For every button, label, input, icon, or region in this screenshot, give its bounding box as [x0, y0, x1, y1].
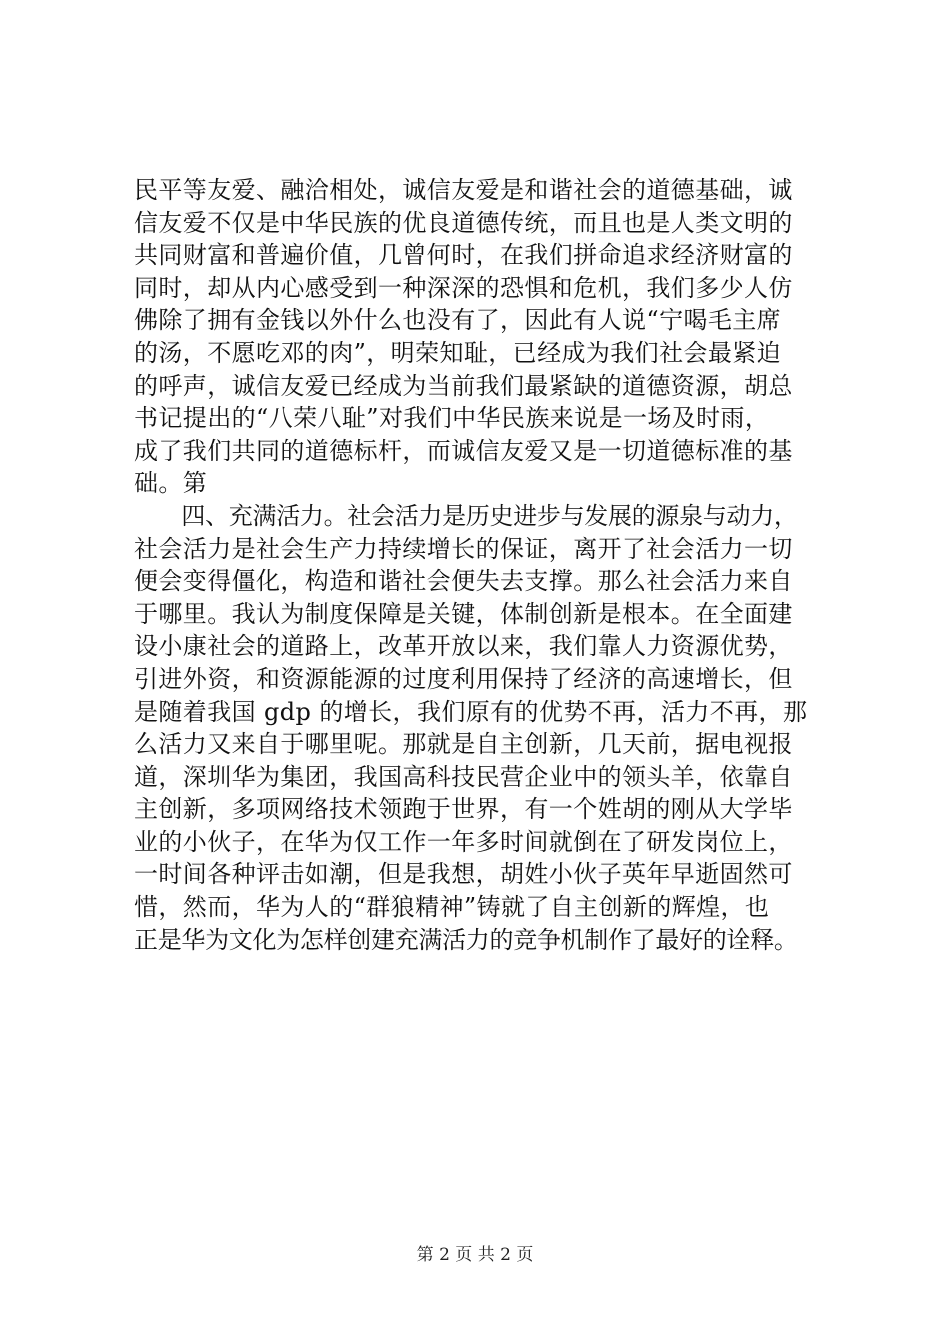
text-line: 设小康社会的道路上，改革开放以来，我们靠人力资源优势，: [134, 632, 793, 661]
text-line: 便会变得僵化，构造和谐社会便失去支撑。那么社会活力来自: [134, 567, 793, 596]
text-line: 一时间各种评击如潮，但是我想，胡姓小伙子英年早逝固然可: [134, 860, 793, 889]
text-line: 于哪里。我认为制度保障是关键，体制创新是根本。在全面建: [134, 599, 793, 628]
page-number-footer: 第 2 页 共 2 页: [416, 1245, 534, 1265]
body-text: [134, 174, 854, 956]
text-line: 同时，却从内心感受到一种深深的恐惧和危机，我们多少人仿: [134, 273, 793, 302]
text-line: 主创新，多项网络技术领跑于世界，有一个姓胡的刚从大学毕: [134, 795, 793, 824]
text-line: 引进外资，和资源能源的过度利用保持了经济的高速增长，但: [134, 664, 793, 693]
text-line: 信友爱不仅是中华民族的优良道德传统，而且也是人类文明的: [134, 208, 793, 237]
text-line: 础。第: [134, 469, 208, 498]
text-line: 佛除了拥有金钱以外什么也没有了，因此有人说“宁喝毛主席: [134, 306, 782, 335]
text-line: 成了我们共同的道德标杆，而诚信友爱又是一切道德标准的基: [134, 436, 793, 465]
text-line: 民平等友爱、融洽相处，诚信友爱是和谐社会的道德基础，诚: [134, 176, 793, 204]
text-line: 书记提出的“八荣八耻”对我们中华民族来说是一场及时雨，: [134, 404, 770, 433]
text-line: 正是华为文化为怎样创建充满活力的竞争机制作了最好的诠释。: [134, 925, 798, 954]
text-line: 的呼声，诚信友爱已经成为当前我们最紧缺的道德资源，胡总: [134, 371, 793, 400]
text-line: 业的小伙子，在华为仅工作一年多时间就倒在了研发岗位上，: [134, 827, 793, 856]
text-line: 惜，然而，华为人的“群狼精神”铸就了自主创新的辉煌，也: [134, 893, 770, 922]
section-heading-line: 四、充满活力。社会活力是历史进步与发展的源泉与动力，: [134, 501, 798, 530]
text-line: 的汤，不愿吃邓的肉”，明荣知耻，已经成为我们社会最紧迫: [134, 338, 782, 367]
text-line: 是随着我国 gdp 的增长，我们原有的优势不再，活力不再，那: [134, 697, 808, 726]
text-line: 社会活力是社会生产力持续增长的保证，离开了社会活力一切: [134, 534, 793, 563]
text-line: 共同财富和普遍价值，几曾何时，在我们拼命追求经济财富的: [134, 241, 793, 270]
text-line: 么活力又来自于哪里呢。那就是自主创新，几天前，据电视报: [134, 730, 793, 759]
text-line: 道，深圳华为集团，我国高科技民营企业中的领头羊，依靠自: [134, 762, 793, 791]
